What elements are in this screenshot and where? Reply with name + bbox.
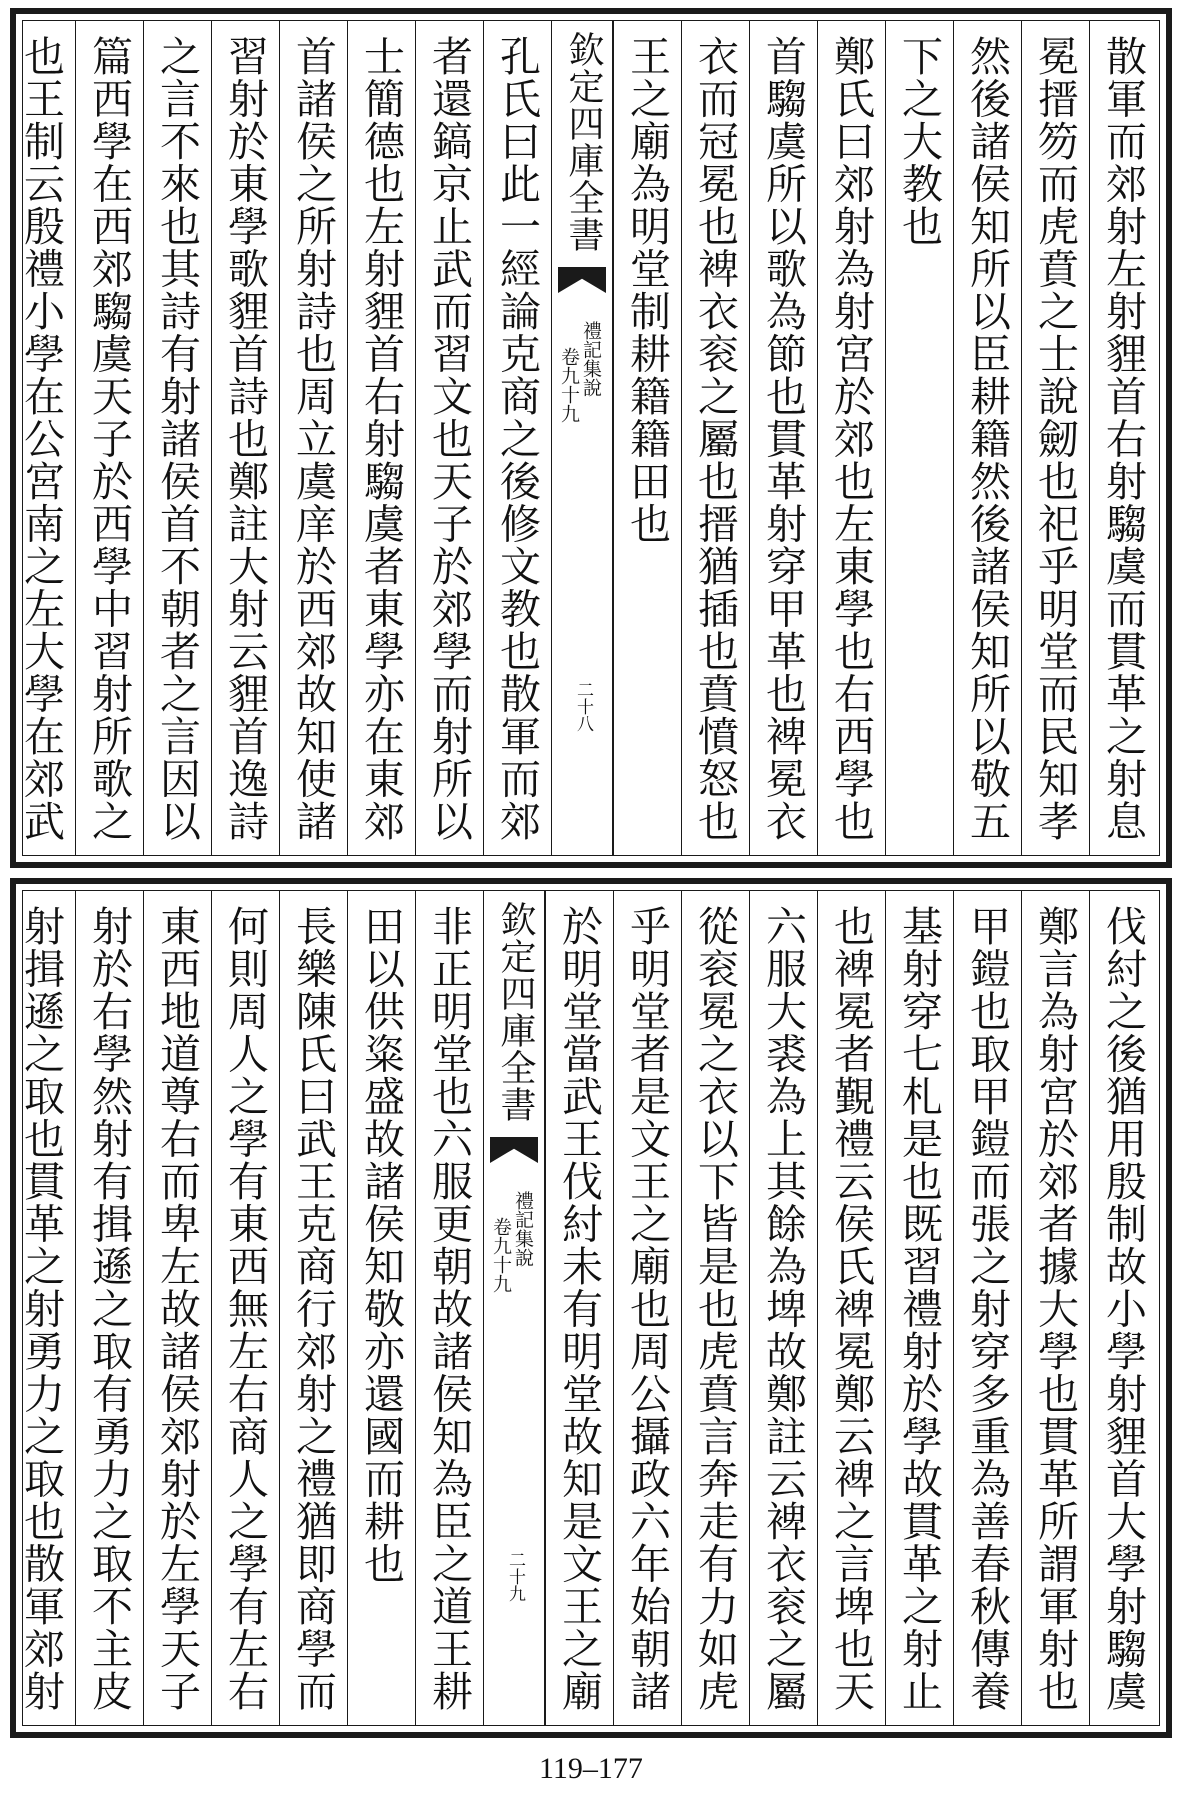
text-column: 射揖遜之取也貫革之射勇力之取也散軍郊射 (17, 905, 65, 1713)
book-title: 禮記集說 (580, 321, 602, 397)
top-page-frame (17, 20, 1160, 856)
collection-title: 欽定四庫全書 (563, 31, 604, 253)
volume-number: 卷九十九 (558, 347, 580, 423)
text-column: 田以供粢盛故諸侯知敬亦還國而耕也 (347, 891, 415, 1725)
page-spine (551, 21, 613, 855)
text-column: 乎明堂者是文王之廟也周公攝政六年始朝諸 (613, 891, 681, 1725)
text-column: 何則周人之學有東西無左右商人之學有左右 (211, 891, 279, 1725)
text-column: 之言不來也其詩有射諸侯首不朝者之言因以 (143, 21, 211, 855)
text-column: 鄭言為射宮於郊者據大學也貫革所謂軍射也 (1021, 891, 1089, 1725)
bottom-page (10, 878, 1172, 1738)
text-column: 士簡德也左射貍首右射騶虞者東學亦在東郊 (347, 21, 415, 855)
text-column: 射於右學然射有揖遜之取有勇力之取不主皮 (75, 891, 143, 1725)
text-column: 甲鎧也取甲鎧而張之射穿多重為善春秋傳養 (953, 891, 1021, 1725)
text-column: 從衮冕之衣以下皆是也虎賁言奔走有力如虎 (681, 891, 749, 1725)
page-spine (483, 891, 545, 1725)
text-column: 王之廟為明堂制耕籍籍田也 (613, 21, 681, 855)
text-column: 然後諸侯知所以臣耕籍然後諸侯知所以敬五 (953, 21, 1021, 855)
page-number: 二十八 (573, 681, 593, 732)
text-column: 篇西學在西郊騶虞天子於西學中習射所歌之 (75, 21, 143, 855)
text-column: 東西地道尊右而卑左故諸侯郊射於左學天子 (143, 891, 211, 1725)
text-column: 首騶虞所以歌為節也貫革射穿甲革也裨冕衣 (749, 21, 817, 855)
text-column: 習射於東學歌貍首詩也鄭註大射云貍首逸詩 (211, 21, 279, 855)
text-column: 也裨冕者覲禮云侯氏裨冕鄭云裨之言埤也天 (817, 891, 885, 1725)
bottom-page-frame (17, 890, 1160, 1726)
text-column: 基射穿七札是也既習禮射於學故貫革之射止 (885, 891, 953, 1725)
text-column: 首諸侯之所射詩也周立虞庠於西郊故知使諸 (279, 21, 347, 855)
collection-title: 欽定四庫全書 (495, 901, 536, 1123)
fishtail-mark (558, 267, 606, 293)
text-column: 下之大教也 (885, 21, 953, 855)
text-column: 冕搢笏而虎賁之士說劒也祀乎明堂而民知孝 (1021, 21, 1089, 855)
text-column: 散軍而郊射左射貍首右射騶虞而貫革之射息 (1089, 21, 1157, 855)
text-column: 衣而冠冕也裨衣衮之屬也搢猶插也賁憤怒也 (681, 21, 749, 855)
top-page (10, 8, 1172, 868)
text-column: 長樂陳氏曰武王克商行郊射之禮猶即商學而 (279, 891, 347, 1725)
book-title: 禮記集說 (512, 1191, 534, 1267)
text-column: 孔氏曰此一經論克商之後修文教也散軍而郊 (483, 21, 551, 855)
text-column: 鄭氏曰郊射為射宮於郊也左東學也右西學也 (817, 21, 885, 855)
text-column: 六服大裘為上其餘為埤故鄭註云裨衣衮之屬 (749, 891, 817, 1725)
volume-number: 卷九十九 (490, 1217, 512, 1293)
text-column: 者還鎬京止武而習文也天子於郊學而射所以 (415, 21, 483, 855)
fishtail-mark (490, 1137, 538, 1163)
text-column: 也王制云殷禮小學在公宮南之左大學在郊武 (17, 35, 65, 843)
text-column: 非正明堂也六服更朝故諸侯知為臣之道王耕 (415, 891, 483, 1725)
page-reference: 119–177 (539, 1752, 643, 1785)
text-column: 伐紂之後猶用殷制故小學射貍首大學射騶虞 (1089, 891, 1157, 1725)
text-column: 於明堂當武王伐紂未有明堂故知是文王之廟 (545, 891, 613, 1725)
page-number: 二十九 (505, 1551, 525, 1602)
